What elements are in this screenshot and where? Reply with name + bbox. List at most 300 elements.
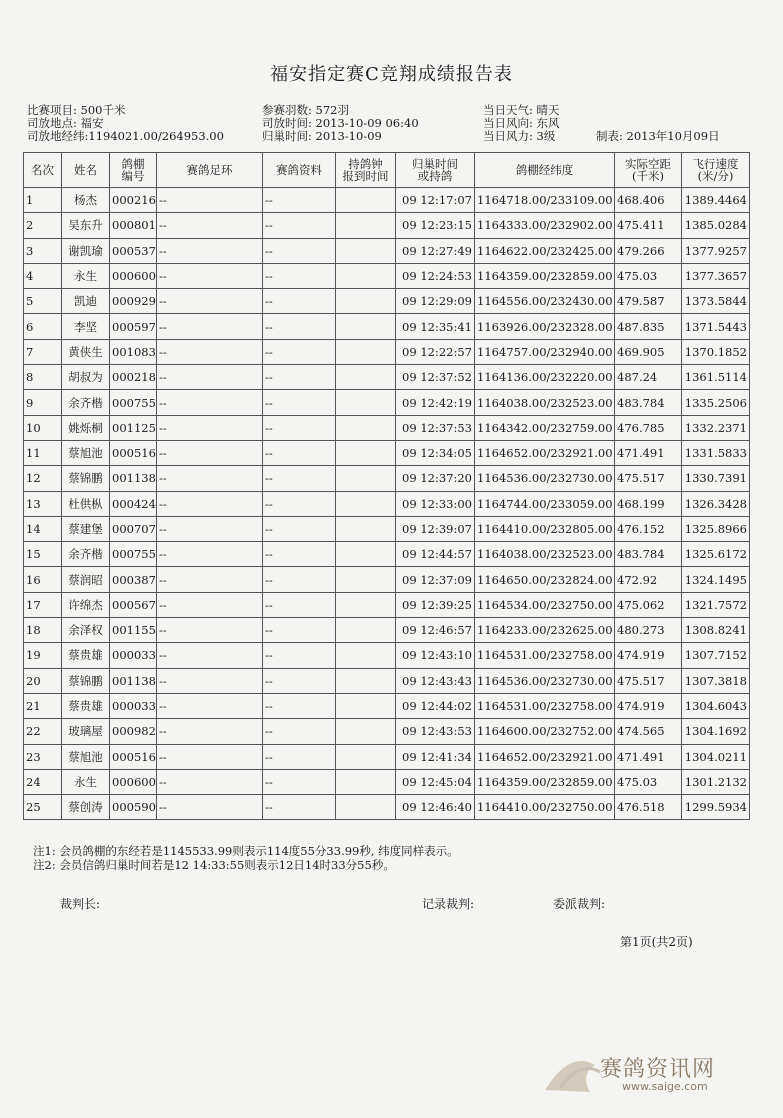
cell-clock (336, 668, 396, 693)
cell-info: -- (263, 390, 336, 415)
cell-rank: 14 (24, 516, 62, 541)
cell-coords: 1164342.00/232759.00 (475, 415, 615, 440)
cell-loft: 000216 (110, 188, 157, 213)
cell-arrival: 09 12:43:43 (396, 668, 475, 693)
table-row (24, 567, 750, 592)
cell-info: -- (263, 668, 336, 693)
cell-ring: -- (157, 795, 263, 820)
cell-arrival: 09 12:33:00 (396, 491, 475, 516)
cell-name: 余齐楷 (62, 542, 110, 567)
cell-info: -- (263, 643, 336, 668)
cell-speed: 1301.2132 (682, 769, 750, 794)
cell-rank: 16 (24, 567, 62, 592)
cell-clock (336, 744, 396, 769)
cell-name: 吴东升 (62, 213, 110, 238)
cell-info: -- (263, 516, 336, 541)
cell-speed: 1385.0284 (682, 213, 750, 238)
release-time-label: 司放时间: 2013-10-09 06:40 (262, 116, 419, 130)
cell-coords: 1164410.00/232805.00 (475, 516, 615, 541)
cell-speed: 1321.7572 (682, 592, 750, 617)
col-clock: 持鸽钟 报到时间 (336, 153, 396, 188)
cell-speed: 1335.2506 (682, 390, 750, 415)
cell-info: -- (263, 466, 336, 491)
table-row (24, 365, 750, 390)
cell-arrival: 09 12:37:53 (396, 415, 475, 440)
cell-clock (336, 314, 396, 339)
cell-ring: -- (157, 188, 263, 213)
cell-name: 蔡旭池 (62, 440, 110, 465)
cell-ring: -- (157, 390, 263, 415)
delegate-referee-label: 委派裁判: (553, 897, 606, 911)
cell-coords: 1164556.00/232430.00 (475, 289, 615, 314)
cell-loft: 001138 (110, 668, 157, 693)
table-row (24, 238, 750, 263)
cell-rank: 24 (24, 769, 62, 794)
cell-rank: 17 (24, 592, 62, 617)
pigeon-count-label: 参赛羽数: 572羽 (262, 103, 349, 117)
cell-info: -- (263, 542, 336, 567)
cell-dist: 480.273 (615, 618, 682, 643)
cell-speed: 1304.0211 (682, 744, 750, 769)
cell-coords: 1164536.00/232730.00 (475, 466, 615, 491)
cell-dist: 475.517 (615, 466, 682, 491)
cell-loft: 000033 (110, 643, 157, 668)
cell-info: -- (263, 592, 336, 617)
cell-ring: -- (157, 592, 263, 617)
col-loft: 鸽棚 编号 (110, 153, 157, 188)
release-place-label: 司放地点: 福安 (27, 116, 104, 130)
table-row (24, 339, 750, 364)
col-info: 赛鸽资料 (263, 153, 336, 188)
weather-label: 当日天气: 晴天 (483, 103, 560, 117)
cell-speed: 1307.3818 (682, 668, 750, 693)
table-row (24, 516, 750, 541)
cell-rank: 12 (24, 466, 62, 491)
cell-coords: 1164359.00/232859.00 (475, 263, 615, 288)
cell-loft: 000567 (110, 592, 157, 617)
cell-ring: -- (157, 744, 263, 769)
made-date-label: 制表: 2013年10月09日 (596, 129, 720, 143)
cell-rank: 19 (24, 643, 62, 668)
cell-speed: 1331.5833 (682, 440, 750, 465)
cell-clock (336, 339, 396, 364)
cell-loft: 000218 (110, 365, 157, 390)
cell-clock (336, 390, 396, 415)
cell-loft: 000516 (110, 440, 157, 465)
recorder-referee-label: 记录裁判: (422, 897, 475, 911)
cell-ring: -- (157, 466, 263, 491)
cell-name: 玻璃屋 (62, 719, 110, 744)
cell-arrival: 09 12:37:09 (396, 567, 475, 592)
note-1: 注1: 会员鸽棚的东经若是1145533.99则表示114度55分33.99秒, 纬度同样表示。 (33, 844, 459, 858)
return-time-label: 归巢时间: 2013-10-09 (262, 129, 382, 143)
cell-coords: 1164038.00/232523.00 (475, 542, 615, 567)
table-row (24, 491, 750, 516)
cell-loft: 001138 (110, 466, 157, 491)
cell-ring: -- (157, 719, 263, 744)
cell-arrival: 09 12:29:09 (396, 289, 475, 314)
cell-dist: 474.565 (615, 719, 682, 744)
cell-rank: 8 (24, 365, 62, 390)
cell-clock (336, 415, 396, 440)
cell-clock (336, 263, 396, 288)
cell-name: 蔡贵雄 (62, 693, 110, 718)
cell-speed: 1304.6043 (682, 693, 750, 718)
cell-ring: -- (157, 516, 263, 541)
cell-ring: -- (157, 618, 263, 643)
cell-rank: 21 (24, 693, 62, 718)
cell-rank: 10 (24, 415, 62, 440)
cell-dist: 483.784 (615, 542, 682, 567)
table-row (24, 542, 750, 567)
cell-loft: 000600 (110, 263, 157, 288)
cell-rank: 15 (24, 542, 62, 567)
table-header-row (24, 153, 750, 188)
cell-info: -- (263, 567, 336, 592)
cell-dist: 475.062 (615, 592, 682, 617)
cell-clock (336, 188, 396, 213)
cell-ring: -- (157, 769, 263, 794)
table-row (24, 440, 750, 465)
cell-coords: 1164622.00/232425.00 (475, 238, 615, 263)
cell-name: 姚烁桐 (62, 415, 110, 440)
cell-coords: 1164757.00/232940.00 (475, 339, 615, 364)
cell-speed: 1371.5443 (682, 314, 750, 339)
cell-dist: 472.92 (615, 567, 682, 592)
cell-info: -- (263, 188, 336, 213)
cell-dist: 483.784 (615, 390, 682, 415)
cell-ring: -- (157, 440, 263, 465)
cell-rank: 25 (24, 795, 62, 820)
cell-loft: 000929 (110, 289, 157, 314)
col-coords: 鸽棚经纬度 (475, 153, 615, 188)
cell-arrival: 09 12:22:57 (396, 339, 475, 364)
cell-arrival: 09 12:46:40 (396, 795, 475, 820)
cell-loft: 000387 (110, 567, 157, 592)
cell-arrival: 09 12:44:02 (396, 693, 475, 718)
cell-ring: -- (157, 668, 263, 693)
cell-ring: -- (157, 289, 263, 314)
cell-dist: 476.785 (615, 415, 682, 440)
cell-coords: 1164359.00/232859.00 (475, 769, 615, 794)
cell-coords: 1164536.00/232730.00 (475, 668, 615, 693)
cell-coords: 1164718.00/233109.00 (475, 188, 615, 213)
cell-dist: 487.24 (615, 365, 682, 390)
cell-loft: 001125 (110, 415, 157, 440)
cell-coords: 1164744.00/233059.00 (475, 491, 615, 516)
cell-info: -- (263, 491, 336, 516)
cell-clock (336, 719, 396, 744)
cell-info: -- (263, 719, 336, 744)
cell-ring: -- (157, 263, 263, 288)
cell-name: 永生 (62, 263, 110, 288)
cell-speed: 1370.1852 (682, 339, 750, 364)
cell-info: -- (263, 744, 336, 769)
cell-loft: 000597 (110, 314, 157, 339)
cell-arrival: 09 12:37:52 (396, 365, 475, 390)
notes (33, 844, 459, 872)
cell-rank: 1 (24, 188, 62, 213)
cell-clock (336, 693, 396, 718)
cell-speed: 1308.8241 (682, 618, 750, 643)
cell-clock (336, 542, 396, 567)
cell-rank: 7 (24, 339, 62, 364)
cell-coords: 1164652.00/232921.00 (475, 440, 615, 465)
cell-info: -- (263, 339, 336, 364)
cell-info: -- (263, 289, 336, 314)
col-rank: 名次 (24, 153, 62, 188)
cell-speed: 1377.3657 (682, 263, 750, 288)
cell-clock (336, 440, 396, 465)
cell-loft: 000590 (110, 795, 157, 820)
table-row (24, 415, 750, 440)
cell-loft: 000982 (110, 719, 157, 744)
table-row (24, 188, 750, 213)
cell-dist: 475.03 (615, 263, 682, 288)
cell-coords: 1164233.00/232625.00 (475, 618, 615, 643)
table-row (24, 719, 750, 744)
cell-name: 黄侠生 (62, 339, 110, 364)
cell-clock (336, 289, 396, 314)
cell-rank: 23 (24, 744, 62, 769)
cell-ring: -- (157, 238, 263, 263)
cell-info: -- (263, 440, 336, 465)
cell-info: -- (263, 238, 336, 263)
table-row (24, 466, 750, 491)
cell-coords: 1164333.00/232902.00 (475, 213, 615, 238)
cell-rank: 6 (24, 314, 62, 339)
cell-speed: 1332.2371 (682, 415, 750, 440)
watermark-text: 赛鸽资讯网 (600, 1057, 716, 1082)
page-title: 福安指定赛C竞翔成绩报告表 (270, 64, 513, 85)
cell-arrival: 09 12:39:25 (396, 592, 475, 617)
cell-ring: -- (157, 339, 263, 364)
cell-clock (336, 213, 396, 238)
cell-speed: 1389.4464 (682, 188, 750, 213)
cell-speed: 1299.5934 (682, 795, 750, 820)
note-2: 注2: 会员信鸽归巢时间若是12 14:33:55则表示12日14时33分55秒。 (33, 858, 395, 872)
table-row (24, 668, 750, 693)
cell-arrival: 09 12:37:20 (396, 466, 475, 491)
cell-arrival: 09 12:42:19 (396, 390, 475, 415)
cell-speed: 1373.5844 (682, 289, 750, 314)
cell-arrival: 09 12:34:05 (396, 440, 475, 465)
cell-name: 凯迪 (62, 289, 110, 314)
table-row (24, 592, 750, 617)
cell-rank: 2 (24, 213, 62, 238)
cell-name: 李坚 (62, 314, 110, 339)
cell-dist: 471.491 (615, 744, 682, 769)
cell-clock (336, 238, 396, 263)
cell-clock (336, 491, 396, 516)
wind-force-label: 当日风力: 3级 (483, 129, 556, 143)
cell-speed: 1377.9257 (682, 238, 750, 263)
cell-clock (336, 592, 396, 617)
cell-coords: 1164531.00/232758.00 (475, 693, 615, 718)
cell-coords: 1164038.00/232523.00 (475, 390, 615, 415)
cell-clock (336, 618, 396, 643)
cell-rank: 18 (24, 618, 62, 643)
cell-loft: 001155 (110, 618, 157, 643)
watermark-url: www.saige.com (622, 1080, 708, 1093)
table-row (24, 744, 750, 769)
table-row (24, 643, 750, 668)
cell-speed: 1324.1495 (682, 567, 750, 592)
release-coords-label: 司放地经纬:1194021.00/264953.00 (27, 129, 224, 143)
table-row (24, 693, 750, 718)
table-row (24, 213, 750, 238)
cell-ring: -- (157, 542, 263, 567)
cell-speed: 1361.5114 (682, 365, 750, 390)
cell-name: 蔡润昭 (62, 567, 110, 592)
cell-dist: 479.266 (615, 238, 682, 263)
cell-info: -- (263, 314, 336, 339)
cell-name: 胡叔为 (62, 365, 110, 390)
cell-info: -- (263, 365, 336, 390)
cell-dist: 475.517 (615, 668, 682, 693)
cell-dist: 469.905 (615, 339, 682, 364)
cell-arrival: 09 12:43:53 (396, 719, 475, 744)
cell-clock (336, 567, 396, 592)
cell-dist: 474.919 (615, 643, 682, 668)
cell-speed: 1304.1692 (682, 719, 750, 744)
results-table (23, 152, 750, 820)
cell-coords: 1163926.00/232328.00 (475, 314, 615, 339)
cell-loft: 000801 (110, 213, 157, 238)
cell-name: 蔡旭池 (62, 744, 110, 769)
cell-arrival: 09 12:39:07 (396, 516, 475, 541)
cell-clock (336, 795, 396, 820)
cell-rank: 3 (24, 238, 62, 263)
table-row (24, 618, 750, 643)
table-row (24, 314, 750, 339)
cell-arrival: 09 12:46:57 (396, 618, 475, 643)
cell-name: 杨杰 (62, 188, 110, 213)
cell-speed: 1325.8966 (682, 516, 750, 541)
cell-ring: -- (157, 365, 263, 390)
cell-arrival: 09 12:27:49 (396, 238, 475, 263)
cell-coords: 1164531.00/232758.00 (475, 643, 615, 668)
table-row (24, 263, 750, 288)
cell-dist: 468.406 (615, 188, 682, 213)
cell-clock (336, 365, 396, 390)
col-ring: 赛鸽足环 (157, 153, 263, 188)
cell-loft: 000755 (110, 542, 157, 567)
cell-speed: 1307.7152 (682, 643, 750, 668)
cell-arrival: 09 12:44:57 (396, 542, 475, 567)
cell-dist: 475.03 (615, 769, 682, 794)
cell-rank: 4 (24, 263, 62, 288)
cell-ring: -- (157, 314, 263, 339)
table-row (24, 390, 750, 415)
col-distance: 实际空距 (千米) (615, 153, 682, 188)
table-row (24, 289, 750, 314)
cell-info: -- (263, 769, 336, 794)
cell-rank: 13 (24, 491, 62, 516)
cell-dist: 468.199 (615, 491, 682, 516)
cell-loft: 000033 (110, 693, 157, 718)
cell-rank: 20 (24, 668, 62, 693)
cell-loft: 000516 (110, 744, 157, 769)
cell-info: -- (263, 618, 336, 643)
cell-speed: 1326.3428 (682, 491, 750, 516)
cell-name: 蔡贵雄 (62, 643, 110, 668)
cell-loft: 000600 (110, 769, 157, 794)
cell-info: -- (263, 415, 336, 440)
cell-name: 余泽权 (62, 618, 110, 643)
table-row (24, 795, 750, 820)
cell-speed: 1330.7391 (682, 466, 750, 491)
cell-dist: 476.152 (615, 516, 682, 541)
cell-ring: -- (157, 643, 263, 668)
cell-coords: 1164600.00/232752.00 (475, 719, 615, 744)
cell-name: 谢凯瑜 (62, 238, 110, 263)
cell-arrival: 09 12:17:07 (396, 188, 475, 213)
cell-ring: -- (157, 213, 263, 238)
cell-arrival: 09 12:43:10 (396, 643, 475, 668)
cell-info: -- (263, 263, 336, 288)
cell-coords: 1164650.00/232824.00 (475, 567, 615, 592)
cell-loft: 000424 (110, 491, 157, 516)
cell-loft: 000755 (110, 390, 157, 415)
cell-info: -- (263, 693, 336, 718)
cell-dist: 471.491 (615, 440, 682, 465)
cell-ring: -- (157, 491, 263, 516)
cell-info: -- (263, 213, 336, 238)
col-arrival: 归巢时间 或持鸽 (396, 153, 475, 188)
cell-arrival: 09 12:35:41 (396, 314, 475, 339)
cell-dist: 479.587 (615, 289, 682, 314)
wind-direction-label: 当日风向: 东风 (483, 116, 560, 130)
event-label: 比赛项目: 500千米 (27, 103, 126, 117)
cell-name: 许绵杰 (62, 592, 110, 617)
cell-name: 永生 (62, 769, 110, 794)
cell-info: -- (263, 795, 336, 820)
cell-rank: 22 (24, 719, 62, 744)
cell-coords: 1164136.00/232220.00 (475, 365, 615, 390)
cell-dist: 474.919 (615, 693, 682, 718)
cell-coords: 1164410.00/232750.00 (475, 795, 615, 820)
cell-clock (336, 769, 396, 794)
col-speed: 飞行速度 (米/分) (682, 153, 750, 188)
cell-coords: 1164534.00/232750.00 (475, 592, 615, 617)
table-row (24, 769, 750, 794)
cell-speed: 1325.6172 (682, 542, 750, 567)
cell-arrival: 09 12:45:04 (396, 769, 475, 794)
chief-referee-label: 裁判长: (60, 897, 101, 911)
cell-dist: 476.518 (615, 795, 682, 820)
cell-rank: 9 (24, 390, 62, 415)
cell-clock (336, 643, 396, 668)
cell-dist: 475.411 (615, 213, 682, 238)
cell-clock (336, 516, 396, 541)
cell-name: 蔡锦鹏 (62, 466, 110, 491)
col-name: 姓名 (62, 153, 110, 188)
cell-loft: 000537 (110, 238, 157, 263)
cell-arrival: 09 12:24:53 (396, 263, 475, 288)
cell-name: 余齐楷 (62, 390, 110, 415)
cell-loft: 000707 (110, 516, 157, 541)
cell-ring: -- (157, 415, 263, 440)
cell-clock (336, 466, 396, 491)
cell-ring: -- (157, 693, 263, 718)
cell-name: 杜供枞 (62, 491, 110, 516)
cell-ring: -- (157, 567, 263, 592)
cell-name: 蔡建堡 (62, 516, 110, 541)
cell-dist: 487.835 (615, 314, 682, 339)
cell-name: 蔡锦鹏 (62, 668, 110, 693)
cell-loft: 001083 (110, 339, 157, 364)
